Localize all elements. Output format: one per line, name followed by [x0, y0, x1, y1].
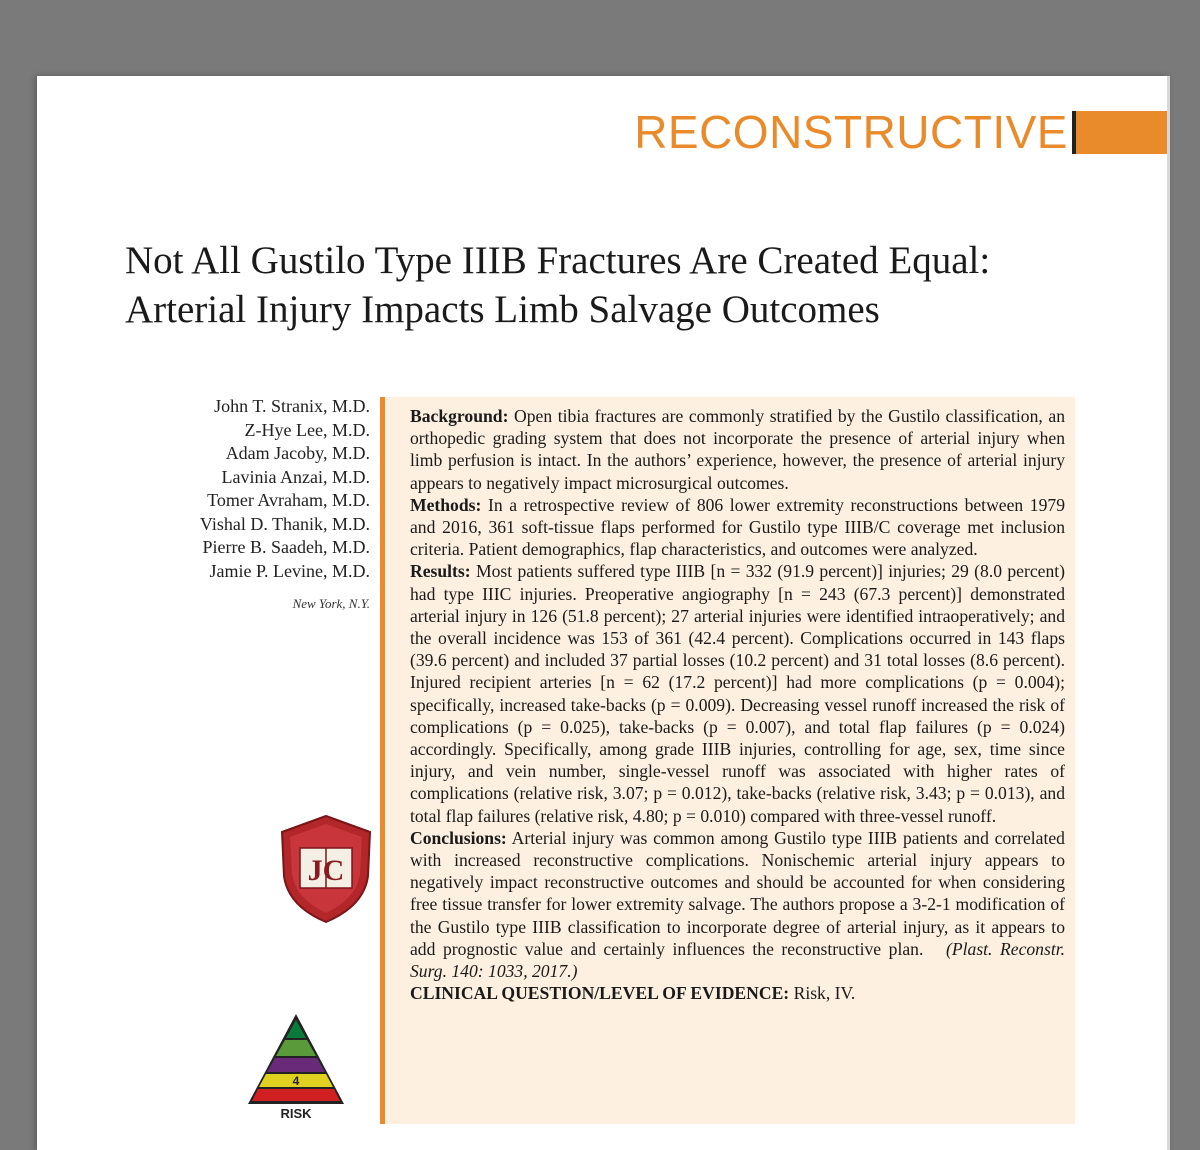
- methods-heading: Methods:: [410, 494, 482, 515]
- abstract-clinical-question: [410, 982, 1065, 1004]
- author-name: Adam Jacoby, M.D.: [225, 443, 370, 463]
- clinical-text: Risk, IV.: [793, 983, 856, 1004]
- section-label: RECONSTRUCTIVE: [634, 106, 1068, 158]
- abstract-box: [380, 397, 1075, 1124]
- abstract-results: [410, 560, 1065, 826]
- citation: (Plast. Reconstr. Surg. 140: 1033, 2017.): [410, 938, 1066, 982]
- author-name: John T. Stranix, M.D.: [214, 396, 370, 416]
- abstract-background: [410, 405, 1065, 494]
- clinical-heading: CLINICAL QUESTION/LEVEL OF EVIDENCE:: [410, 983, 790, 1004]
- author-affiliation: New York, N.Y.: [292, 596, 370, 611]
- author-name: Lavinia Anzai, M.D.: [221, 466, 370, 487]
- evidence-pyramid-icon: [246, 1012, 346, 1122]
- journal-club-shield-icon: [278, 814, 374, 924]
- results-heading: Results:: [410, 561, 471, 582]
- author-name: Tomer Avraham, M.D.: [207, 490, 370, 510]
- section-color-bar: [1072, 111, 1167, 154]
- author-list: [137, 395, 370, 616]
- evidence-level-text: 4: [292, 1074, 300, 1088]
- article-title: Not All Gustilo Type IIIB Fractures Are Created Equal: Arterial Injury Impacts Limb Salvage Outcomes: [125, 239, 991, 331]
- evidence-type-text: RISK: [280, 1106, 312, 1121]
- author-name: Z-Hye Lee, M.D.: [244, 419, 370, 440]
- author-name: Jamie P. Levine, M.D.: [209, 560, 370, 581]
- conclusions-text: Arterial injury was common among Gustilo type IIIB patients and correlated with increased reconstructive complications. Nonischemic arterial injury appears to negatively impact reconstructive outcomes and should be accounted for when considering free tissue transfer for lower extremity salvage. The authors propose a 3-2-1 modification of the Gustilo type IIIB classification to incorporate degree of arterial injury, as it appears to add prognostic value and certainly influences the reconstructive plan.: [410, 827, 1065, 959]
- background-heading: Background:: [410, 406, 509, 426]
- section-header: [634, 106, 1167, 159]
- jc-badge-text: JC: [307, 854, 345, 887]
- results-text: Most patients suffered type IIIB [n = 332 (91.9 percent)] injuries; 29 (8.0 percent) had type IIIC injuries. Preoperative angiography [n = 243 (67.3 percent)] demonstrated arterial injury in 126 (51.8 percent); 27 arterial injuries were identified intraoperatively; and the overall incidence was 153 of 361 (42.4 percent). Complications occurred in 143 flaps (39.6 percent) and included 37 partial losses (10.2 percent) and 31 total losses (8.6 percent). Injured recipient arteries [n = 62 (17.2 percent)] had more complications (p = 0.004); specifically, increased take-backs (p = 0.009). Decreasing vessel runoff increased the risk of complications (p = 0.025), take-backs (p = 0.007), and total flap failures (p = 0.024) accordingly. Specifically, among grade IIIB injuries, controlling for age, sex, time since injury, and vein number, single-vessel runoff was associated with higher rates of complications (relative risk, 3.07; p = 0.012), take-backs (relative risk, 3.43; p = 0.013), and total flap failures (relative risk, 4.80; p = 0.010) compared with three-vessel runoff.: [410, 561, 1065, 826]
- conclusions-heading: Conclusions:: [410, 827, 507, 848]
- abstract-conclusions: [410, 827, 1065, 982]
- methods-text: In a retrospective review of 806 lower extremity reconstructions between 1979 and 2016, 361 soft-tissue flaps performed for Gustilo type IIIB/C coverage met inclusion criteria. Patient demographics, flap characteristics, and outcomes were analyzed.: [410, 494, 1065, 560]
- abstract-methods: [410, 494, 1065, 561]
- article-page: [37, 76, 1170, 1150]
- author-name: Pierre B. Saadeh, M.D.: [202, 537, 370, 557]
- background-text: Open tibia fractures are commonly stratified by the Gustilo classification, an orthopedic grading system that does not incorporate the presence of arterial injury when limb perfusion is intact. In the authors’ experience, however, the presence of arterial injury appears to negatively impact microsurgical outcomes.: [410, 406, 1065, 493]
- author-name: Vishal D. Thanik, M.D.: [199, 513, 370, 534]
